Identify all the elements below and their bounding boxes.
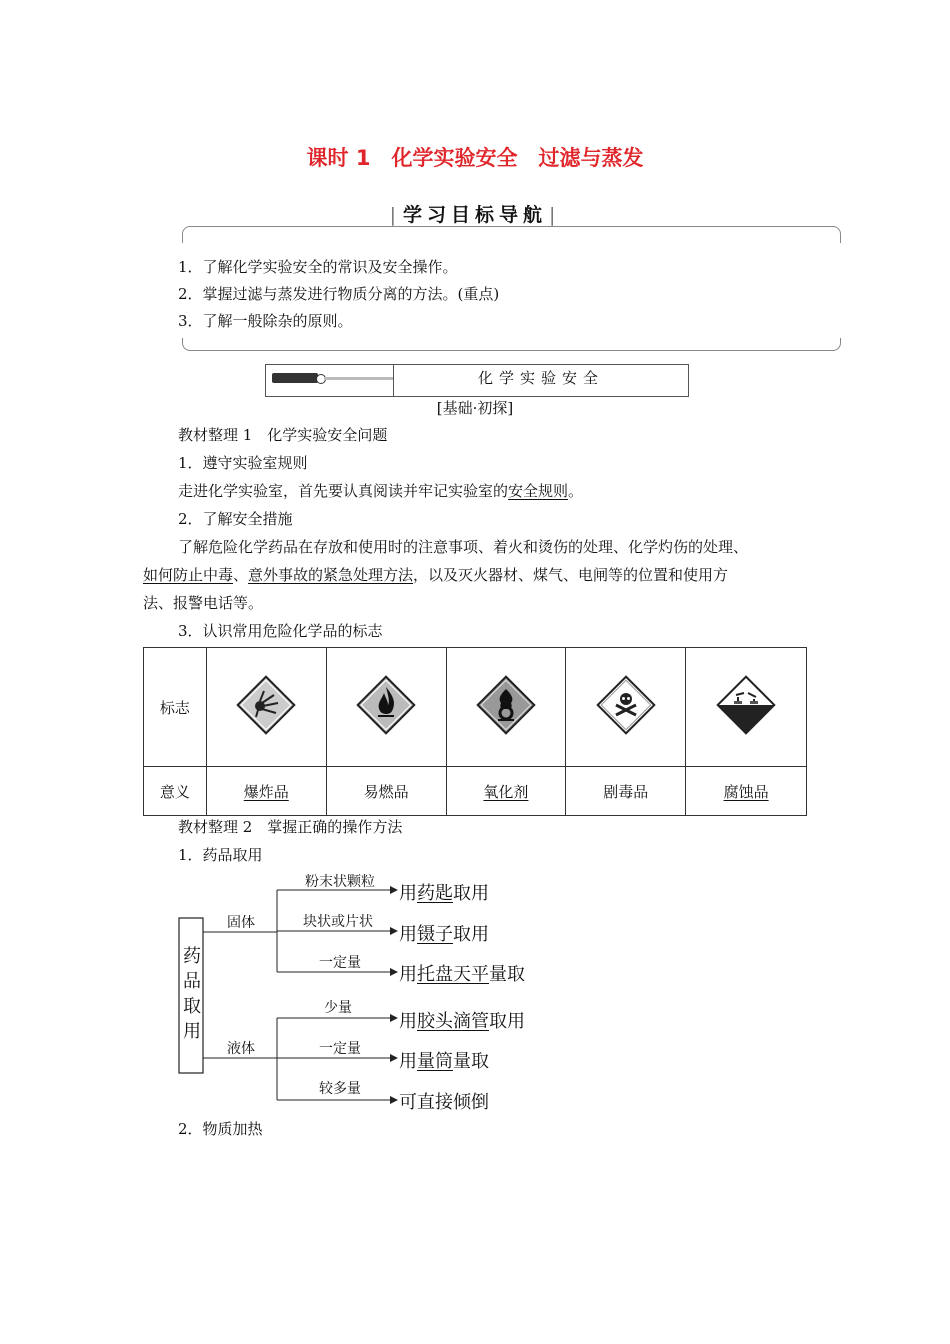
objective-item: 3．了解一般除杂的原则。 [178,312,353,330]
diagram-lines [175,870,555,1120]
page-title: 课时 1 化学实验安全 过滤与蒸发 [306,146,644,170]
branch-condition: 少量 [324,1000,352,1016]
objectives-heading: | 学习目标导航 | [0,200,950,227]
objective-item: 2．掌握过滤与蒸发进行物质分离的方法。(重点) [178,285,500,303]
section-heading: 教材整理 1 化学实验安全问题 [178,426,388,444]
branch-result: 用托盘天平量取 [399,964,525,985]
branch-result: 可直接倾倒 [399,1092,489,1113]
branch-result: 用胶头滴管取用 [399,1011,525,1032]
branch-condition: 块状或片状 [303,914,373,930]
drug-handling-diagram [175,870,555,1120]
branch-condition: 一定量 [319,1041,361,1057]
meaning-toxic: 剧毒品 [603,782,649,801]
meaning-flammable: 易燃品 [363,782,409,801]
meaning-oxidizer: 氧化剂 [483,782,529,801]
section-heading: 教材整理 2 掌握正确的操作方法 [178,818,403,836]
para-text: 如何防止中毒、意外事故的紧急处理方法，以及灭火器材、煤气、电闸等的位置和使用方 [143,566,729,584]
row-label: 意义 [144,767,207,816]
knowledge-badge-icon [272,373,318,383]
para-text: 法、报警电话等。 [143,594,264,612]
diagram-solid: 固体 [227,915,255,931]
para-title: 2．物质加热 [178,1120,263,1138]
knowledge-sub: [基础·初探] [436,399,514,417]
branch-condition: 较多量 [319,1081,361,1097]
branch-result: 用量筒量取 [399,1051,489,1072]
diagram-root: 药品取用 [183,946,201,1042]
hazard-table [143,647,807,816]
explosive-icon [234,673,298,737]
objective-item: 1．了解化学实验安全的常识及安全操作。 [178,258,458,276]
diagram-liquid: 液体 [227,1041,255,1057]
branch-result: 用镊子取用 [399,924,489,945]
branch-result: 用药匙取用 [399,883,489,904]
para-title: 1．遵守实验室规则 [178,454,308,472]
toxic-icon [594,673,658,737]
para-title: 1．药品取用 [178,846,263,864]
oxidizer-icon [474,673,538,737]
meaning-corrosive: 腐蚀品 [723,782,769,801]
branch-condition: 粉末状颗粒 [305,874,375,890]
para-title: 2．了解安全措施 [178,510,293,528]
row-label: 标志 [144,648,207,767]
meaning-explosive: 爆炸品 [243,782,289,801]
knowledge-point-box [265,364,689,397]
para-title: 3．认识常用危险化学品的标志 [178,622,383,640]
para-text: 走进化学实验室，首先要认真阅读并牢记实验室的安全规则。 [178,482,584,500]
branch-condition: 一定量 [319,955,361,971]
knowledge-title: 化学实验安全 [477,369,604,387]
corrosive-icon [714,673,778,737]
para-text: 了解危险化学药品在存放和使用时的注意事项、着火和烫伤的处理、化学灼伤的处理、 [178,538,749,556]
flammable-icon [354,673,418,737]
